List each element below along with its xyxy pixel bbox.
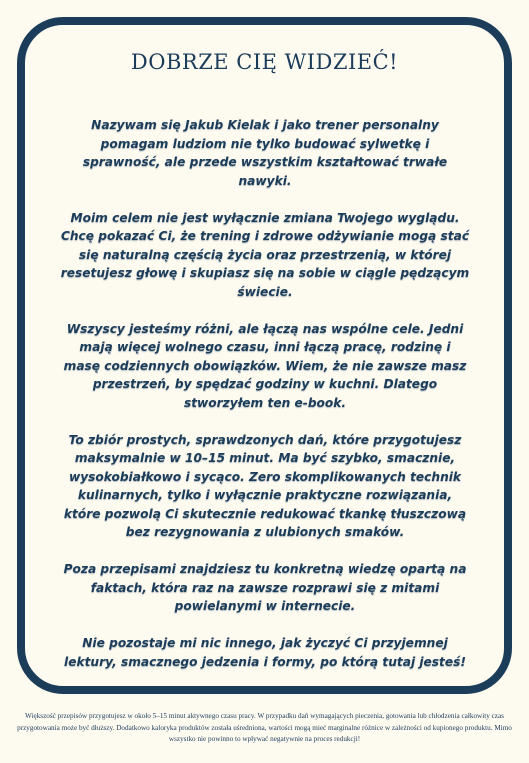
paragraph-knowledge: Poza przepisami znajdziesz tu konkretną wiedzę opartą na faktach, która raz na zawsze rozprawi się z mitami powielanymi w internecie.	[63, 562, 467, 613]
paragraph-ebook-content: To zbiór prostych, sprawdzonych dań, które przygotujesz maksymalnie w 10–15 minut. Ma być szybko, smacznie, wysokobiałkowo i sycąco. Zero skomplikowanych technik kulinarnych, tylko i wyłącznie praktyczne rozwiązania, które pozwolą Ci skutecznie redukować tkankę tłuszczową bez rezygnowania z ulubionych smaków.	[63, 432, 467, 539]
paragraph-goal: Moim celem nie jest wyłącznie zmiana Twojego wyglądu. Chcę pokazać Ci, że trening i zdrowe odżywianie mogą stać się naturalną częścią życia oraz przestrzenią, w której resetujesz głowę i skupiasz się na sobie w ciągle pędzącym świecie.	[60, 210, 470, 299]
paragraph-motivation: Wszyscy jesteśmy różni, ale łączą nas wspólne cele. Jedni mają więcej wolnego czasu, inni łączą pracę, rodzinę i masę codziennych obowiązków. Wiem, że nie zawsze masz przestrzeń, by spędzać godziny w kuchni. Dlatego stworzyłem ten e-book.	[63, 321, 467, 410]
paragraph-intro: Nazywam się Jakub Kielak i jako trener personalny pomagam ludziom nie tylko budować sylwetkę i sprawność, ale przede wszystkim kształtować trwałe nawyki.	[82, 118, 448, 188]
intro-text	[60, 116, 470, 690]
paragraph-closing: Nie pozostaje mi nic innego, jak życzyć Ci przyjemnej lektury, smacznego jedzenia i formy, po którą tutaj jesteś!	[64, 636, 466, 669]
page-title: DOBRZE CIĘ WIDZIEĆ!	[130, 50, 399, 74]
footer-note: Większość przepisów przygotujesz w około 5–15 minut aktywnego czasu pracy. W przypadku dań wymagających pieczenia, gotowania lub chłodzenia całkowity czas przygotowania może być dłuższy. Dodatkowo kaloryka produktów została uśredniona, wartości mogą mieć marginalne różnice w zależności od kupionego produktu. Mimo wszystko nie powinno to wpływać negatywnie na proces redukcji!	[17, 712, 512, 743]
